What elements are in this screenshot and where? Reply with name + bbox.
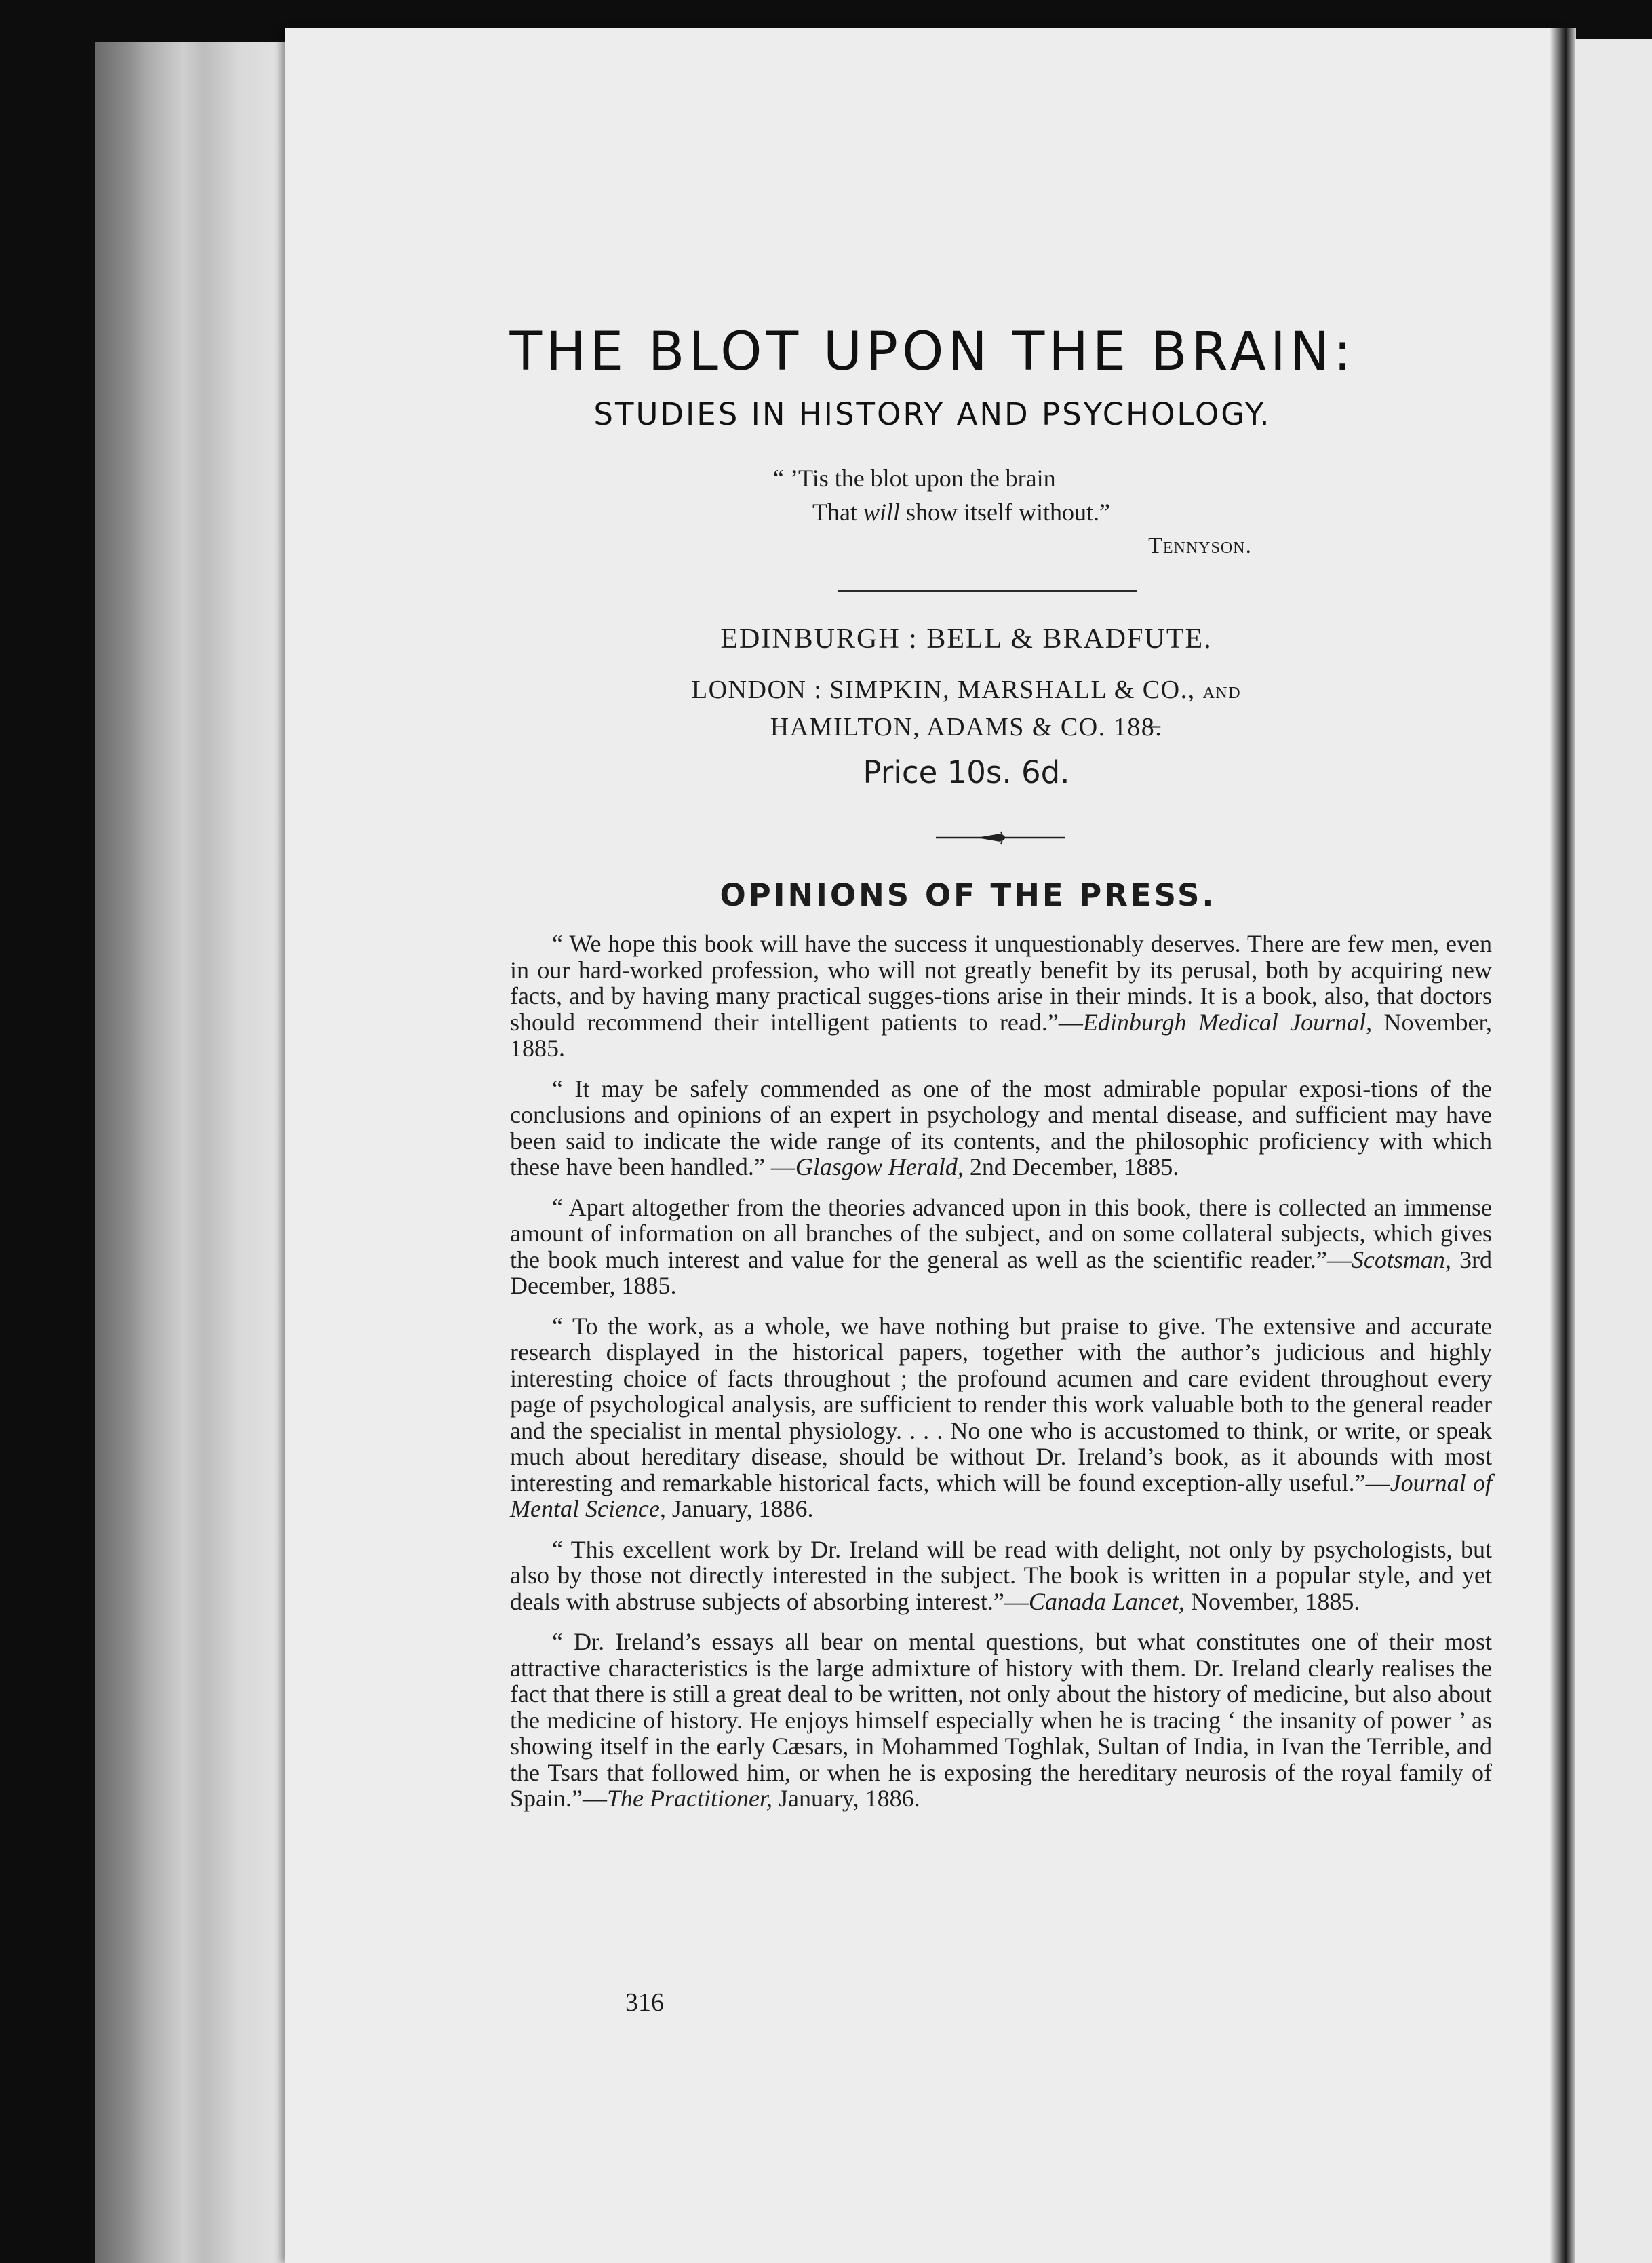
press-reviews — [510, 931, 1492, 1826]
epigraph-emphasis: will — [863, 499, 901, 526]
epigraph-line-2: That will show itself without.” — [812, 499, 1110, 526]
review-source: Journal of Mental Science, — [510, 1469, 1492, 1522]
review-glasgow-herald: “ It may be safely commended as one of the most admirable popular exposi-tions of the conclusions and opinions of an expert in psychology and mental disease, and sufficient may have been said to indicate the wide range of its contents, and the philosophic proficiency with which these have been handled.” —Glasgow Herald, 2nd December, 1885. — [510, 1075, 1492, 1180]
price: Price 10s. 6d. — [863, 754, 1070, 790]
review-scotsman: “ Apart altogether from the theories advanced upon in this book, there is collected an immense amount of information on all branches of the subject, and on some collateral subjects, which gives the book much interest and value for the general as well as the scientific reader.”—Scotsman, 3rd December, 1885. — [510, 1193, 1492, 1299]
review-source: The Practitioner, — [606, 1785, 772, 1812]
review-edinburgh-medical-journal: “ We hope this book will have the success it unquestionably deserves. There are few men, even in our hard-worked profession, who will not greatly benefit by its perusal, both by acquiring new facts, and by having many practical sugges-tions arise in their minds. It is a book, also, that doctors should recommend their intelligent patients to read.”—Edinburgh Medical Journal, November, 1885. — [510, 930, 1492, 1062]
book-page-edges — [95, 42, 302, 2263]
review-journal-of-mental-science: “ To the work, as a whole, we have nothing but praise to give. The extensive and accurate research displayed in the historical papers, together with the author’s judicious and highly interesting choice of facts throughout ; the profound acumen and care evident throughout every page of psychological analysis, are sufficient to render this work valuable both to the general reader and the specialist in mental physiology. . . . No one who is accustomed to think, or write, or speak much about hereditary disease, should be without Dr. Ireland’s book, as it abounds with most interesting and remarkable historical facts, which will be found exception-ally useful.”—Journal of Mental Science, January, 1886. — [510, 1312, 1492, 1522]
press-heading: OPINIONS OF THE PRESS. — [720, 877, 1217, 913]
page-number: 316 — [625, 1988, 664, 2017]
epigraph-line-1: “ ’Tis the blot upon the brain — [773, 465, 1056, 492]
review-source: Canada Lancet, — [1028, 1587, 1185, 1615]
epigraph — [773, 461, 1261, 563]
book-gutter — [1550, 28, 1576, 2263]
review-source: Glasgow Herald, — [795, 1153, 964, 1180]
ornament-divider-icon — [936, 828, 1065, 848]
book-subtitle: STUDIES IN HISTORY AND PSYCHOLOGY. — [593, 396, 1272, 432]
book-title: THE BLOT UPON THE BRAIN: — [509, 322, 1356, 383]
epigraph-author: Tennyson. — [1148, 533, 1252, 558]
review-source: Edinburgh Medical Journal, — [1082, 1008, 1373, 1036]
horizontal-rule — [838, 590, 1137, 592]
review-canada-lancet: “ This excellent work by Dr. Ireland will be read with delight, not only by psychologists, but also by those not directly interested in the subject. The book is written in a popular style, and yet deals with abstruse subjects of absorbing interest.”—Canada Lancet, November, 1885. — [510, 1535, 1492, 1615]
publisher-edinburgh: EDINBURGH : BELL & BRADFUTE. — [720, 623, 1213, 655]
publisher-london: LONDON : SIMPKIN, MARSHALL & CO., and — [691, 676, 1242, 704]
publisher-hamilton: HAMILTON, ADAMS & CO. 188̶. — [770, 713, 1163, 741]
review-the-practitioner: “ Dr. Ireland’s essays all bear on mental questions, but what constitutes one of their most attractive characteristics is the large admixture of history with them. Dr. Ireland clearly realises the fact that there is still a great deal to be written, not only about the history of medicine, but also about the medicine of history. He enjoys himself especially when he is tracing ‘ the insanity of power ’ as showing itself in the early Cæsars, in Mohammed Toghlak, Sultan of India, in Ivan the Terrible, and the Tsars that followed him, or when he is exposing the hereditary neurosis of the royal family of Spain.”—The Practitioner, January, 1886. — [510, 1628, 1492, 1812]
review-source: Scotsman, — [1351, 1245, 1451, 1273]
facing-page-edge — [1575, 39, 1652, 2263]
